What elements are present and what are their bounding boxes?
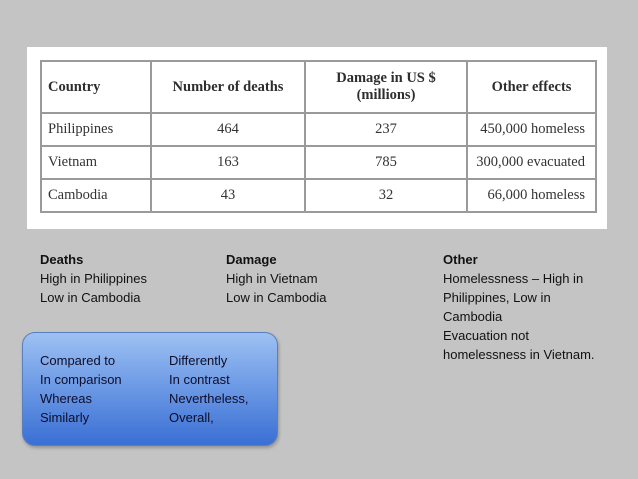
cell-damage: 32: [305, 179, 467, 212]
cell-damage: 785: [305, 146, 467, 179]
header-other: Other effects: [467, 61, 596, 113]
connective-word: Nevertheless,: [169, 391, 249, 406]
cell-other: 66,000 homeless: [467, 179, 596, 212]
header-deaths: Number of deaths: [151, 61, 305, 113]
notes-damage-line: Low in Cambodia: [226, 290, 327, 305]
cell-country: Cambodia: [41, 179, 151, 212]
cell-deaths: 163: [151, 146, 305, 179]
notes-other-heading: Other: [443, 252, 478, 267]
connective-word: Similarly: [40, 410, 90, 425]
cell-other: 450,000 homeless: [467, 113, 596, 146]
cell-deaths: 464: [151, 113, 305, 146]
connectives-left-column: [40, 351, 122, 427]
notes-damage: [226, 250, 326, 307]
connective-word: Whereas: [40, 391, 93, 406]
notes-damage-line: High in Vietnam: [226, 271, 318, 286]
table-row: [41, 113, 596, 146]
notes-other: [443, 250, 608, 364]
header-damage: Damage in US $ (millions): [305, 61, 467, 113]
cell-deaths: 43: [151, 179, 305, 212]
data-table: [40, 60, 597, 213]
table-panel: [27, 47, 607, 229]
table-row: [41, 179, 596, 212]
notes-damage-heading: Damage: [226, 252, 277, 267]
cell-damage: 237: [305, 113, 467, 146]
notes-deaths-line: Low in Cambodia: [40, 290, 141, 305]
notes-other-evacuation: Evacuation not homelessness in Vietnam.: [443, 328, 595, 362]
connective-word: Overall,: [169, 410, 214, 425]
notes-deaths: [40, 250, 147, 307]
connective-word: Compared to: [40, 353, 116, 368]
cell-other: 300,000 evacuated: [467, 146, 596, 179]
table-header-row: [41, 61, 596, 113]
table-row: [41, 146, 596, 179]
cell-country: Philippines: [41, 113, 151, 146]
connective-word: Differently: [169, 353, 228, 368]
connective-word: In comparison: [40, 372, 122, 387]
notes-deaths-heading: Deaths: [40, 252, 84, 267]
cell-country: Vietnam: [41, 146, 151, 179]
notes-other-homelessness: Homelessness – High in Philippines, Low in Cambodia: [443, 271, 584, 324]
notes-deaths-line: High in Philippines: [40, 271, 147, 286]
connectives-box: [22, 332, 278, 446]
connective-word: In contrast: [169, 372, 230, 387]
connectives-right-column: [169, 351, 248, 427]
header-country: Country: [41, 61, 151, 113]
